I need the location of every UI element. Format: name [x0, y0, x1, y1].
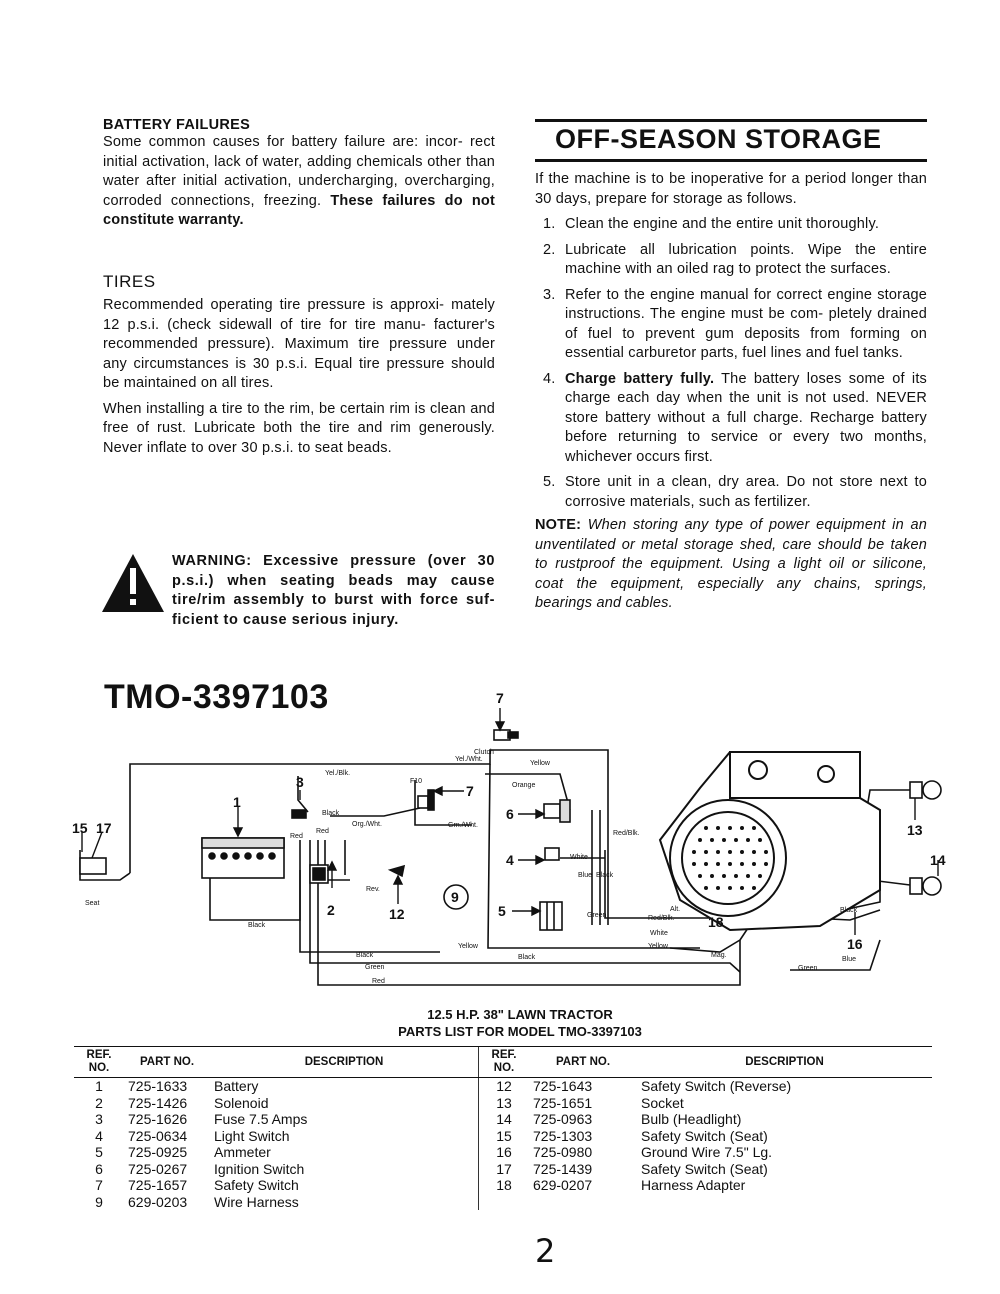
wire-label: Black: [322, 810, 340, 817]
wire-label: Blue: [578, 872, 593, 879]
storage-step: [535, 241, 927, 280]
parts-part: 725-1439: [533, 1160, 593, 1177]
callout-16: 16: [847, 936, 863, 952]
table-row: [74, 1128, 932, 1145]
callout-7-top: 7: [496, 690, 504, 706]
parts-ref: 6: [95, 1160, 103, 1177]
parts-part: 725-0634: [128, 1127, 188, 1144]
callout-4: 4: [506, 852, 514, 868]
storage-step: [535, 215, 927, 235]
parts-ref: 16: [479, 1144, 530, 1161]
col-desc: DESCRIPTION: [637, 1047, 932, 1078]
table-row: [74, 1078, 932, 1095]
parts-part: 725-1643: [533, 1078, 593, 1094]
wire-label: Green: [798, 965, 818, 972]
tires-para-2: When installing a tire to the rim, be certain rim is clean and free of rust. Lubricate both the tire and rim generously. Never inflate to over 30 p.s.i. to seat beads.: [103, 400, 495, 456]
parts-ref: 13: [479, 1095, 530, 1112]
callout-9: 9: [451, 889, 459, 905]
wire-label: Black: [248, 922, 266, 929]
wire-label: Red/Blk.: [648, 915, 675, 922]
step-bold: Charge battery fully.: [565, 370, 715, 387]
parts-ref: 17: [479, 1161, 530, 1178]
callout-12: 12: [389, 906, 405, 922]
parts-part: 725-1651: [533, 1094, 593, 1111]
col-ref: REF. NO.: [479, 1047, 530, 1078]
wire-label: Black: [518, 954, 536, 961]
col-desc: DESCRIPTION: [210, 1047, 479, 1078]
wire-label: Red: [290, 833, 303, 840]
warning-text: WARNING: Excessive pressure (over 30 p.s.i.) when seating beads may cause tire/rim assembly to burst with force suf- ficient to cause serious injury.: [172, 553, 495, 628]
wire-label: Green: [587, 912, 607, 919]
parts-ref: 2: [95, 1094, 103, 1111]
table-row: [74, 1095, 932, 1112]
parts-part: 629-0207: [533, 1177, 593, 1193]
step-text: Clean the engine and the entire unit thoroughly.: [565, 216, 880, 232]
parts-ref: 7: [95, 1177, 103, 1193]
parts-title-line1: 12.5 H.P. 38" LAWN TRACTOR: [427, 1007, 613, 1022]
wire-label: F10: [410, 778, 423, 785]
parts-ref: 15: [479, 1128, 530, 1145]
model-title: TMO-3397103: [104, 678, 329, 716]
parts-desc: Bulb (Headlight): [641, 1111, 742, 1127]
callout-18: 18: [708, 914, 724, 930]
step-number: 3.: [543, 286, 556, 303]
parts-desc: Safety Switch: [214, 1177, 299, 1193]
table-row: [74, 1177, 932, 1194]
parts-desc: Safety Switch (Reverse): [641, 1078, 792, 1094]
callout-1: 1: [233, 794, 241, 810]
battery-text: Some common causes for battery failure are: incor- rect initial activation, lack of water, adding chemicals other than water after initial activation, undercharging, overcharging, corroded connections, freezing. These failures do not constitute warranty.: [103, 134, 496, 228]
wire-label: Orange: [512, 782, 536, 789]
parts-desc: Ground Wire 7.5" Lg.: [641, 1144, 773, 1160]
callout-5: 5: [498, 903, 506, 919]
parts-part: 725-0267: [128, 1160, 188, 1177]
parts-desc: [637, 1194, 932, 1211]
storage-section: [535, 119, 927, 614]
parts-ref: 4: [95, 1127, 103, 1144]
wire-label: Seat: [85, 900, 100, 907]
wire-label: Black: [840, 907, 858, 914]
wire-label: Yellow: [648, 943, 668, 950]
parts-desc: Safety Switch (Seat): [641, 1127, 768, 1144]
table-row: [74, 1194, 932, 1211]
parts-ref: [479, 1194, 530, 1211]
callout-2: 2: [327, 902, 335, 918]
storage-title: OFF-SEASON STORAGE: [535, 119, 927, 162]
parts-ref: 1: [95, 1078, 103, 1094]
parts-part: 725-1633: [128, 1078, 188, 1094]
step-text: Lubricate all lubrication points. Wipe the entire machine with an oiled rag to protect the surfaces.: [565, 241, 927, 277]
parts-part: 725-0980: [533, 1144, 593, 1160]
parts-desc: Battery: [214, 1078, 259, 1094]
parts-part: 725-1426: [128, 1094, 188, 1111]
parts-part: 629-0203: [128, 1193, 188, 1210]
parts-part: 725-1626: [128, 1111, 188, 1127]
parts-desc: Solenoid: [214, 1094, 269, 1111]
step-number: 4.: [543, 370, 556, 387]
storage-step: [535, 370, 927, 468]
parts-ref: 9: [95, 1193, 103, 1210]
parts-title-line2: PARTS LIST FOR MODEL TMO-3397103: [398, 1024, 642, 1039]
parts-title: [300, 1006, 740, 1040]
table-row: [74, 1144, 932, 1161]
battery-warranty-note: These failures do not constitute warranty.: [103, 192, 496, 228]
note-label: NOTE:: [535, 517, 582, 533]
tires-heading: TIRES: [103, 272, 156, 291]
callout-13: 13: [907, 822, 923, 838]
parts-desc: Safety Switch (Seat): [641, 1160, 768, 1177]
callout-3: 3: [296, 774, 304, 790]
wire-label: Blue: [842, 956, 857, 963]
storage-note: [535, 516, 927, 614]
tires-para-1: Recommended operating tire pressure is approxi- mately 12 p.s.i. (check sidewall of tire for tire manu- facturer's recommended pressure). Maximum tire pressure under any circumstances is 30 p.s.i. Equal tire pressure should be maintained on all tires.: [103, 297, 495, 391]
storage-step: [535, 286, 927, 364]
parts-table-wrapper: [74, 1046, 932, 1210]
col-part: PART NO.: [124, 1047, 210, 1078]
parts-desc: Light Switch: [214, 1127, 290, 1144]
callout-6: 6: [506, 806, 514, 822]
callout-15: 15: [72, 820, 88, 836]
parts-desc: Harness Adapter: [641, 1177, 746, 1193]
battery-section: [103, 117, 495, 231]
parts-table: [74, 1047, 932, 1210]
wire-label: Grn./Wht.: [448, 822, 478, 829]
parts-part: [529, 1194, 637, 1211]
step-text: Store unit in a clean, dry area. Do not store next to corrosive materials, such as fertilizer.: [565, 474, 927, 510]
wire-label: Red: [372, 978, 385, 985]
parts-desc: Ignition Switch: [214, 1160, 305, 1177]
parts-desc: Socket: [641, 1094, 684, 1111]
wire-label: Green: [365, 964, 385, 971]
parts-desc: Fuse 7.5 Amps: [214, 1111, 308, 1127]
callout-14: 14: [930, 852, 946, 868]
step-text: Refer to the engine manual for correct engine storage instructions. The engine must be com- pletely drained of fuel to prevent gum deposits from forming on essential carburetor parts, fuel lines and fuel tanks.: [565, 286, 927, 361]
wire-label: Clutch: [474, 749, 494, 756]
parts-part: 725-0963: [533, 1111, 593, 1127]
wire-label: Yellow: [458, 943, 478, 950]
step-number: 5.: [543, 474, 556, 490]
callout-17: 17: [96, 820, 112, 836]
parts-desc: Wire Harness: [214, 1193, 299, 1210]
col-part: PART NO.: [529, 1047, 637, 1078]
wire-label: White: [650, 930, 668, 937]
parts-ref: 3: [95, 1111, 103, 1127]
battery-heading: BATTERY FAILURES: [103, 117, 251, 133]
parts-part: 725-1303: [533, 1127, 593, 1144]
parts-desc: Ammeter: [214, 1144, 271, 1160]
wire-label: Yel./Wht.: [455, 756, 483, 763]
page-mark: 2: [535, 1232, 556, 1270]
wire-label: Black: [596, 872, 614, 879]
wire-label: Black: [356, 952, 374, 959]
storage-steps: [535, 215, 927, 512]
step-text: The battery loses some of its charge each day when the unit is not used. NEVER store battery without a full charge. Recharge battery before returning to service or every two months, whichever occurs first.: [565, 370, 928, 465]
parts-part: 725-1657: [128, 1177, 188, 1193]
parts-part: 725-0925: [128, 1144, 188, 1160]
wire-label: Mag.: [711, 952, 727, 959]
callout-7: 7: [466, 783, 474, 799]
col-ref: REF. NO.: [74, 1047, 124, 1078]
wiring-diagram: [60, 690, 960, 1000]
wire-label: Red: [316, 828, 329, 835]
parts-ref: 18: [479, 1177, 530, 1194]
storage-intro: If the machine is to be inoperative for a period longer than 30 days, prepare for storage as follows.: [535, 171, 927, 207]
note-text: When storing any type of power equipment in an unventilated or metal storage shed, care should be taken to rustproof the equipment. Using a light oil or silicone, coat the equipment, especially any chains, springs, bearings and cables.: [535, 517, 927, 611]
table-row: [74, 1161, 932, 1178]
storage-step: [535, 473, 927, 512]
wiring-diagram-drawing: [60, 690, 960, 1000]
step-number: 2.: [543, 241, 556, 258]
wire-label: Alt.: [670, 906, 681, 913]
wire-label: Rev.: [366, 886, 380, 893]
table-row: [74, 1111, 932, 1128]
wire-label: Yel./Blk.: [325, 770, 351, 777]
wire-label: Red/Blk.: [613, 830, 640, 837]
tires-section: [103, 272, 495, 458]
parts-ref: 12: [479, 1078, 530, 1095]
warning-triangle-icon: [100, 552, 166, 614]
parts-ref: 5: [95, 1144, 103, 1160]
parts-ref: 14: [479, 1111, 530, 1128]
wire-label: Org./Wht.: [352, 821, 382, 828]
wire-label: White: [570, 854, 588, 861]
wire-label: Yellow: [530, 760, 550, 767]
step-number: 1.: [543, 216, 556, 232]
